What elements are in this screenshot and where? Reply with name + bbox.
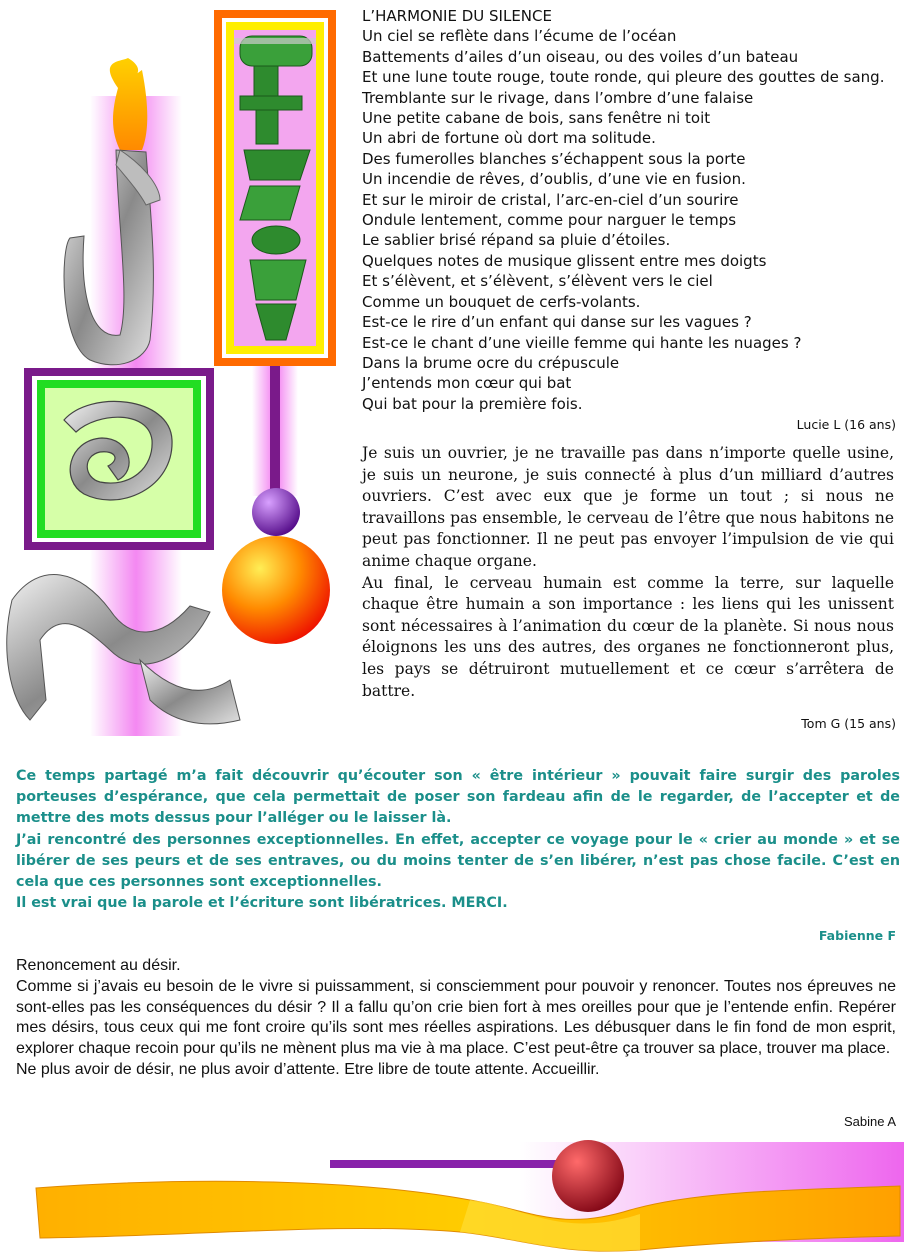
poem-line: Est-ce le chant d’une vieille femme qui hante les nuages ? — [362, 333, 802, 352]
poem-line: Des fumerolles blanches s’échappent sous la porte — [362, 149, 746, 168]
author-lucie: Lucie L (16 ans) — [796, 417, 896, 432]
author-sabine: Sabine A — [843, 1114, 896, 1129]
orange-sphere — [222, 536, 330, 644]
poem-line: Le sablier brisé répand sa pluie d’étoiles. — [362, 231, 671, 250]
poem-line: Comme un bouquet de cerfs-volants. — [362, 292, 641, 311]
section-title: Renoncement au désir. — [16, 957, 181, 974]
poem-line: Un ciel se reflète dans l’écume de l’océan — [362, 27, 677, 46]
poem-line: Dans la brume ocre du crépuscule — [362, 353, 620, 372]
flame-shape — [110, 58, 147, 150]
poem-line: Et sur le miroir de cristal, l’arc-en-ciel d’un sourire — [362, 190, 739, 209]
poem-line: Un incendie de rêves, d’oublis, d’une vie en fusion. — [362, 170, 746, 189]
paragraph: Il est vrai que la parole et l’écriture sont libératrices. MERCI. — [16, 895, 508, 912]
testimony-block — [16, 766, 900, 914]
poem-line: Battements d’ailes d’un oiseau, ou des voiles d’un bateau — [362, 47, 799, 66]
poem-line: Ondule lentement, comme pour narguer le temps — [362, 211, 737, 230]
paragraph: Au final, le cerveau humain est comme la terre, sur laquelle chaque être humain a son importance : les liens qui les unissent sont nécessaires à l’animation du cœur de la planète. Si nous nous éloignons les uns des autres, des organes ne fonctionneront plus, les pays se détruiront mutuellement et ce cœur s’arrêtera de battre. — [362, 573, 894, 700]
poem-line: Un abri de fortune où dort ma solitude. — [362, 129, 656, 148]
poem-block — [362, 6, 902, 414]
paragraph: Comme si j’avais eu besoin de le vivre si puissamment, si consciemment pour pouvoir y renoncer. Toutes nos épreuves ne sont-elles pas les conséquences du désir ? Il a fallu qu’on crie bien fort à mes oreilles pour que je l’entende enfin. Repérer mes désirs, tous ceux qui me font croire qu’ils sont mes réelles aspirations. Les débusquer dans le fin fond de mon esprit, explorer chaque recoin pour qu’ils ne mènent plus ma vie à ma place. C’est peut-être ça trouver sa place, trouver ma place. — [16, 977, 896, 1058]
paragraph: Ne plus avoir de désir, ne plus avoir d’attente. Etre libre de toute attente. Accueillir. — [16, 1060, 600, 1078]
poem-line: Une petite cabane de bois, sans fenêtre ni toit — [362, 109, 711, 128]
author-fabienne: Fabienne F — [818, 928, 896, 943]
neuron-text-block — [362, 443, 894, 702]
poem-title: L’HARMONIE DU SILENCE — [362, 7, 552, 25]
poem-line: J’entends mon cœur qui bat — [362, 374, 572, 393]
poem-line: Quelques notes de musique glissent entre mes doigts — [362, 251, 767, 270]
poem-line: Qui bat pour la première fois. — [362, 394, 583, 413]
bottom-banner — [36, 1140, 904, 1251]
paragraph: Je suis un ouvrier, je ne travaille pas dans n’importe quelle usine, je suis un neurone, je suis connecté à plus d’un milliard d’autres ouvriers. C’est avec eux que je forme un tout ; si nous ne travaillons pas ensemble, le cerveau de l’être que nous habitons ne peut pas fonctionner. Il ne peut pas envoyer l’impulsion de vie qui anime chaque organe. — [362, 444, 894, 570]
paragraph: Ce temps partagé m’a fait découvrir qu’écouter son « être intérieur » pouvait faire surgir des paroles porteuses d’espérance, que cela permettait de poser son fardeau afin de le regarder, de l’accepter et de mettre des mots dessus pour l’alléger ou le laisser là. — [16, 768, 900, 827]
poem-line: Tremblante sur le rivage, dans l’ombre d’une falaise — [362, 88, 754, 107]
red-sphere — [552, 1140, 624, 1212]
poem-line: Et une lune toute rouge, toute ronde, qui pleure des gouttes de sang. — [362, 68, 885, 87]
paragraph: J’ai rencontré des personnes exceptionnelles. En effet, accepter ce voyage pour le « crier au monde » et se libérer de ses peurs et de ses entraves, ou du moins tenter de s’en libérer, n’est pas chose facile. C’est en cela que ces personnes sont exceptionnelles. — [16, 831, 900, 891]
poem-line: Et s’élèvent, et s’élèvent, s’élèvent vers le ciel — [362, 272, 713, 291]
author-tom: Tom G (15 ans) — [801, 716, 896, 731]
purple-sphere — [252, 488, 300, 536]
poem-line: Est-ce le rire d’un enfant qui danse sur les vagues ? — [362, 313, 752, 332]
renouncement-block — [16, 956, 896, 1081]
